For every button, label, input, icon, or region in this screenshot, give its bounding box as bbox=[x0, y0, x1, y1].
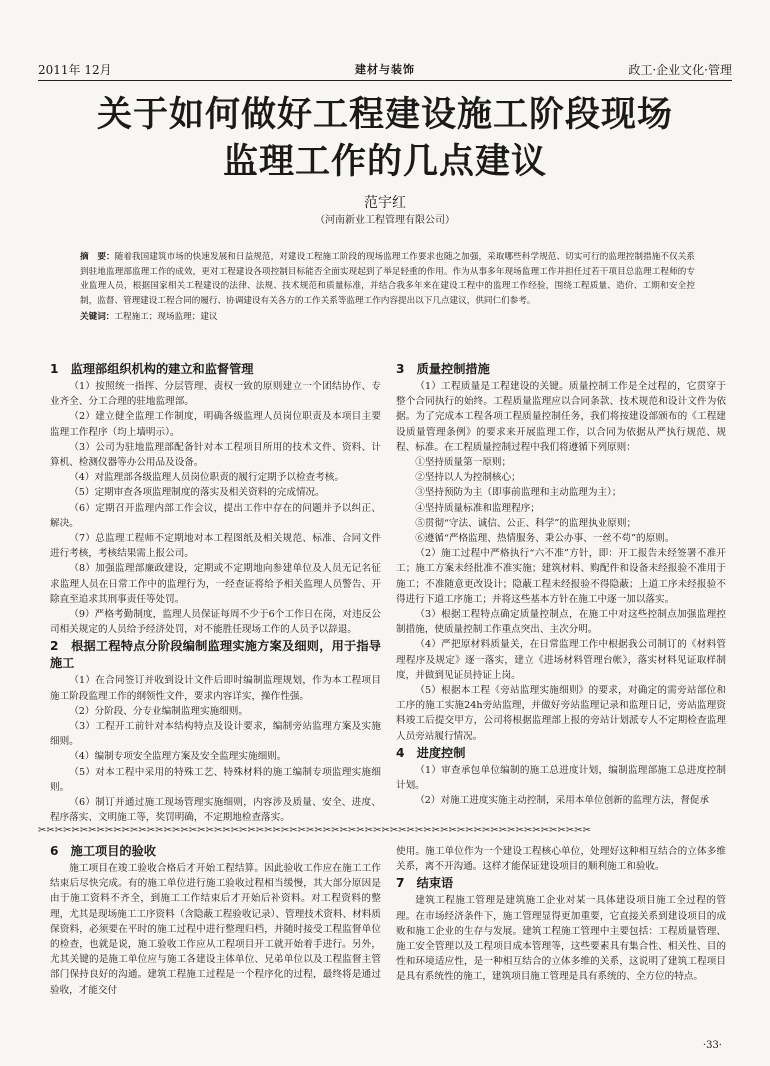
principle-item: ①坚持质量第一原则； bbox=[415, 457, 512, 469]
list-item: （4）编制专项安全监理方案及安全监理实施细则。 bbox=[69, 751, 287, 763]
list-item: （6）制订并通过施工现场管理实施细则，内容涉及质量、安全、进度、程序落实、文明施工等，奖罚明确，不定期地检查落实。 bbox=[50, 797, 381, 824]
list-item: （3）工程开工前针对本结构特点及设计要求，编制旁站监理方案及实施细则。 bbox=[50, 721, 381, 748]
abstract-label: 摘 要： bbox=[80, 252, 115, 262]
paragraph: 施工项目在竣工验收合格后才开始工程结算。因此验收工作应在施工工作结束后尽快完成。有的施工单位进行施工验收过程相当缓慢，其大部分原因是由于施工资料不齐全，到施工工作结束后才开始后补资料。对工程资料的整理，尤其是现场施工工序资料（含隐蔽工程验收记录）、管理技术资料、材料质保资料，必须要在平时的施工过程中进行整理归档，并随时接受工程监督单位的检查，也就是说，施工验收工作应从工程项目开工就开始着手进行。另外，尤其关键的是施工单位应与施工各建设主体单位、兄弟单位以及工程监督主管部门保持良好的沟通。建筑工程施工过程是一个程序化的过程，最终将是通过验收，才能交付 bbox=[50, 863, 381, 996]
bottom-left-column bbox=[50, 842, 381, 998]
abstract-body bbox=[80, 250, 695, 308]
header-date: 2011年 12月 bbox=[38, 62, 112, 77]
section-2-heading: 2 根据工程特点分阶段编制监理实施方案及细则，用于指导施工 bbox=[50, 639, 381, 671]
principle-item: ⑥遵循“严格监理、热情服务、秉公办事、一丝不苟”的原则。 bbox=[415, 533, 675, 545]
abstract-text: 随着我国建筑市场的快速发展和日益规范，对建设工程施工阶段的现场监理工作要求也随之加强，采取哪些科学规范、切实可行的监理控制措施不仅关系到驻地监理部监理工作的成效，更对工程建设各项控制目标能否全面实现起到了举足轻重的作用。作为从事多年现场监理工作并担任过若干项目总监理工程师的专业监理人员，根据国家相关工程建设的法律、法规、技术规范和质量标准，并结合我多年来在建设工程中的监理工作经验，围绕工程质量、造价、工期和安全控制，监督、管理建设工程合同的履行、协调建设有关各方的工作关系等监理工作内容提出以下几点建议，供同仁们参考。 bbox=[80, 252, 695, 306]
list-item: （5）定期审查各项监理制度的落实及相关资料的完成情况。 bbox=[69, 487, 325, 499]
paragraph: （1）工程质量是工程建设的关键。质量控制工作是全过程的，它贯穿于整个合同执行的始终。工程质量监理应以合同条款、技术规范和设计文件为依据。为了完成本工程各项工程质量控制任务，我们将按建设部颁布的《工程建设质量管理条例》的要求来开展监理工作，以合同为依据从严执行规范、规程、标准。在工程质量控制过程中我们将遵循下列原则： bbox=[396, 381, 726, 453]
list-item: （7）总监理工程师不定期地对本工程图纸及相关规范、标准、合同文件进行考核，考核结果需上报公司。 bbox=[50, 533, 381, 560]
left-column bbox=[50, 360, 381, 825]
keywords-label: 关键词： bbox=[80, 312, 115, 322]
bottom-right-column bbox=[396, 844, 726, 985]
principle-item: ④坚持质量标准和监理程序； bbox=[415, 502, 540, 514]
section-6-heading: 6 施工项目的验收 bbox=[50, 844, 156, 858]
list-item: （5）根据本工程《旁站监理实施细则》的要求，对确定的需旁站部位和工序的施工实施24h旁站监理，并做好旁站监理记录和监理日记，旁站监理资料竣工后提交甲方，公司将根据监理部上报的旁站计划派专人不定期检查监理人员旁站履行情况。 bbox=[396, 685, 726, 742]
header-section: 政工·企业文化·管理 bbox=[628, 62, 732, 77]
list-item: （9）严格考勤制度，监理人员保证每周不少于6个工作日在岗，对违反公司相关规定的人员给予经济处罚，对不能胜任现场工作的人员予以辞退。 bbox=[50, 609, 381, 636]
journal-name: 建材与装饰 bbox=[355, 63, 415, 76]
paragraph: 建筑工程施工管理是建筑施工企业对某一具体建设项目施工全过程的管理。在市场经济条件下，施工管理显得更加重要，它直接关系到建设项目的成败和施工企业的生存与发展。建筑工程施工管理中主要包括：工程质量管理、施工安全管理以及工程项目成本管理等，这些要素具有集合性、相关性、目的性和环境适应性，是一种相互结合的立体多维的关系，这说明了建筑工程项目是具有系统性的施工，建筑项目施工管理是具有系统的、全方位的特点。 bbox=[396, 895, 726, 983]
section-3-heading: 3 质量控制措施 bbox=[396, 362, 490, 376]
principle-item: ②坚持以人为控制核心； bbox=[415, 472, 521, 484]
list-item: （3）根据工程特点确定质量控制点，在施工中对这些控制点加强监理控制措施，使质量控制工作重点突出、主次分明。 bbox=[396, 609, 726, 636]
title-line-2: 监理工作的几点建议 bbox=[222, 142, 547, 182]
right-column bbox=[396, 360, 726, 808]
running-header bbox=[38, 58, 732, 81]
list-item: （8）加强监理部廉政建设，定期或不定期地向参建单位及人员无记名征求监理人员在日常工作中的监理行为，一经查证将给予相关监理人员警告、开除直至追求其刑事责任等处罚。 bbox=[50, 563, 381, 605]
section-7-heading: 7 结束语 bbox=[396, 876, 454, 891]
page-number: ·33· bbox=[702, 1040, 722, 1051]
keywords bbox=[80, 310, 695, 325]
keywords-text: 工程施工；现场监理；建议 bbox=[114, 312, 218, 322]
principle-item: ⑤贯彻“守法、诚信、公正、科学”的监理执业原则； bbox=[415, 517, 637, 529]
paragraph-continued: 使用。施工单位作为一个建设工程核心单位，处理好这种相互结合的立体多维关系，离不开沟通。这样才能保证建设项目的顺利施工和验收。 bbox=[396, 846, 726, 873]
list-item: （2）对施工进度实施主动控制，采用本单位创新的监理方法，督促承 bbox=[415, 795, 710, 807]
author-affiliation: （河南新业工程管理有限公司） bbox=[315, 215, 455, 226]
author-name: 范宇红 bbox=[364, 195, 406, 211]
section-1-heading: 1 监理部组织机构的建立和监督管理 bbox=[50, 362, 254, 376]
article-title bbox=[0, 92, 770, 186]
list-item: （4）严把原材料质量关，在日常监理工作中根据我公司制订的《材料管理程序及规定》逐一落实，建立《进场材料管理台帐》，落实材料见证取样制度，并做到见证员持证上岗。 bbox=[396, 639, 726, 681]
list-item: （3）公司为驻地监理部配备针对本工程项目所用的技术文件、资料、计算机、检测仪器等办公用品及设备。 bbox=[50, 441, 381, 469]
section-separator: ✂✂✂✂✂✂✂✂✂✂✂✂✂✂✂✂✂✂✂✂✂✂✂✂✂✂✂✂✂✂✂✂✂✂✂✂✂✂✂✂✂✂✂✂✂✂✂✂✂✂✂✂✂✂✂✂✂✂✂✂✂✂✂✂✂✂ bbox=[38, 827, 592, 835]
list-item: （1）审查承包单位编制的施工总进度计划，编制监理部施工总进度控制计划。 bbox=[396, 764, 726, 792]
list-item: （6）定期召开监理内部工作会议，提出工作中存在的问题并予以纠正、解决。 bbox=[50, 502, 381, 529]
list-item: （2）分阶段、分专业编制监理实施细则。 bbox=[69, 705, 248, 717]
list-item: （4）对监理部各级监理人员岗位职责的履行定期予以检查考核。 bbox=[69, 472, 344, 484]
list-item: （1）按照统一指挥、分层管理、责权一致的原则建立一个团结协作、专业齐全、分工合理的驻地监理部。 bbox=[50, 381, 381, 408]
list-item: （5）对本工程中采用的特殊工艺、特殊材料的施工编制专项监理实施细则。 bbox=[50, 766, 381, 793]
list-item: （2）建立健全监理工作制度，明确各级监理人员岗位职责及本项目主要监理工作程序（均上墙明示）。 bbox=[50, 411, 381, 438]
principle-item: ③坚持预防为主（即事前监理和主动监理为主）； bbox=[415, 487, 622, 499]
list-item: （2）施工过程中严格执行“六不准”方针，即：开工报告未经签署不准开工；施工方案未经批准不准实施；建筑材料、购配件和设备未经报验不准用于施工；不准随意更改设计；隐蔽工程未经报验不得隐蔽；上道工序未经报验不得进行下道工序施工；并将这些基本方针在施工中逐一加以落实。 bbox=[396, 548, 726, 605]
title-line-1: 关于如何做好工程建设施工阶段现场 bbox=[96, 95, 673, 135]
section-4-heading: 4 进度控制 bbox=[396, 745, 466, 760]
list-item: （1）在合同签订并收到设计文件后即时编制监理规划，作为本工程项目施工阶段监理工作的纲领性文件，要求内容详实，操作性强。 bbox=[50, 675, 381, 702]
abstract bbox=[80, 250, 695, 325]
